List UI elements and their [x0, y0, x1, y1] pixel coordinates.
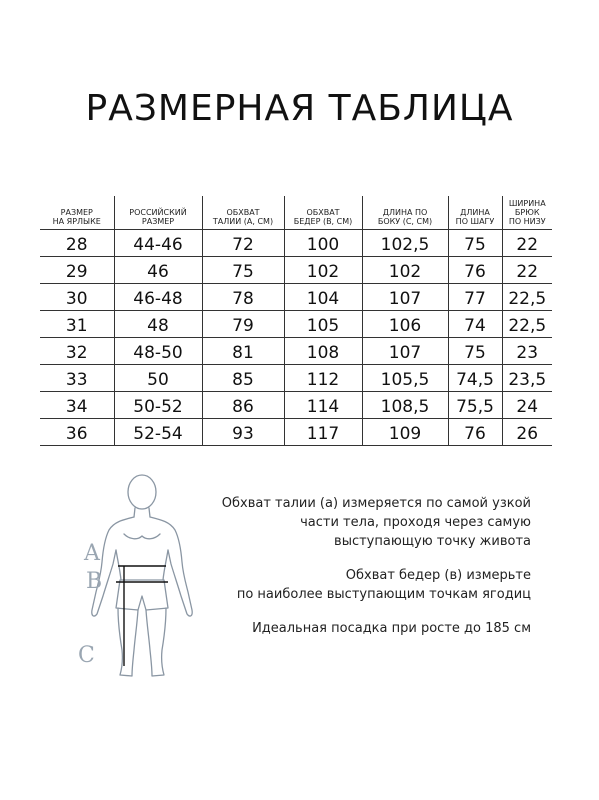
table-cell: 22,5 — [502, 284, 552, 311]
table-cell: 48 — [114, 311, 202, 338]
table-cell: 23 — [502, 338, 552, 365]
table-cell: 30 — [40, 284, 114, 311]
table-body — [40, 230, 552, 446]
table-cell: 34 — [40, 392, 114, 419]
table-cell: 22,5 — [502, 311, 552, 338]
table-cell: 74 — [448, 311, 502, 338]
label-b: B — [86, 569, 103, 594]
table-cell: 44-46 — [114, 230, 202, 257]
table-cell: 50-52 — [114, 392, 202, 419]
table-cell: 75 — [202, 257, 284, 284]
table-cell: 108,5 — [362, 392, 448, 419]
table-cell: 24 — [502, 392, 552, 419]
table-cell: 112 — [284, 365, 362, 392]
table-cell: 109 — [362, 419, 448, 446]
label-a: A — [84, 541, 100, 566]
table-cell: 93 — [202, 419, 284, 446]
column-header: ШИРИНА БРЮК ПО НИЗУ — [502, 196, 552, 230]
table-cell: 79 — [202, 311, 284, 338]
table-cell: 46-48 — [114, 284, 202, 311]
table-cell: 86 — [202, 392, 284, 419]
page-title: РАЗМЕРНАЯ ТАБЛИЦА — [85, 88, 514, 129]
table-row — [40, 392, 552, 419]
table-cell: 108 — [284, 338, 362, 365]
table-cell: 29 — [40, 257, 114, 284]
hips-note: Обхват бедер (в) измерьте по наиболее выступающим точкам ягодиц — [236, 568, 531, 602]
table-cell: 105,5 — [362, 365, 448, 392]
table-cell: 23,5 — [502, 365, 552, 392]
table-cell: 100 — [284, 230, 362, 257]
table-cell: 74,5 — [448, 365, 502, 392]
table-cell: 85 — [202, 365, 284, 392]
table-cell: 28 — [40, 230, 114, 257]
waist-note: Обхват талии (а) измеряется по самой узкой части тела, проходя через самую выступающую точку живота — [221, 496, 531, 549]
column-header: ДЛИНА ПО ШАГУ — [448, 196, 502, 230]
measurement-notes — [171, 494, 531, 653]
table-cell: 48-50 — [114, 338, 202, 365]
table-cell: 52-54 — [114, 419, 202, 446]
column-header: ДЛИНА ПО БОКУ (С, СМ) — [362, 196, 448, 230]
table-row — [40, 257, 552, 284]
table-cell: 76 — [448, 257, 502, 284]
table-cell: 72 — [202, 230, 284, 257]
table-cell: 81 — [202, 338, 284, 365]
table-header-row — [40, 196, 552, 230]
table-cell: 32 — [40, 338, 114, 365]
table-cell: 50 — [114, 365, 202, 392]
label-c: C — [78, 643, 95, 668]
table-cell: 75 — [448, 338, 502, 365]
table-cell: 107 — [362, 284, 448, 311]
size-table — [40, 196, 552, 446]
table-row — [40, 419, 552, 446]
table-row — [40, 230, 552, 257]
table-cell: 78 — [202, 284, 284, 311]
table-row — [40, 365, 552, 392]
table-cell: 77 — [448, 284, 502, 311]
table-cell: 104 — [284, 284, 362, 311]
table-cell: 107 — [362, 338, 448, 365]
table-row — [40, 311, 552, 338]
table-cell: 36 — [40, 419, 114, 446]
table-cell: 102 — [362, 257, 448, 284]
table-row — [40, 338, 552, 365]
table-cell: 102,5 — [362, 230, 448, 257]
table-cell: 114 — [284, 392, 362, 419]
column-header: ОБХВАТ ТАЛИИ (А, СМ) — [202, 196, 284, 230]
table-cell: 76 — [448, 419, 502, 446]
table-cell: 102 — [284, 257, 362, 284]
table-cell: 106 — [362, 311, 448, 338]
column-header: РОССИЙСКИЙ РАЗМЕР — [114, 196, 202, 230]
table-cell: 75,5 — [448, 392, 502, 419]
table-row — [40, 284, 552, 311]
column-header: РАЗМЕР НА ЯРЛЫКЕ — [40, 196, 114, 230]
table-cell: 22 — [502, 230, 552, 257]
table-cell: 105 — [284, 311, 362, 338]
table-cell: 31 — [40, 311, 114, 338]
column-header: ОБХВАТ БЕДЕР (В, СМ) — [284, 196, 362, 230]
table-cell: 117 — [284, 419, 362, 446]
table-cell: 46 — [114, 257, 202, 284]
table-cell: 75 — [448, 230, 502, 257]
fit-note: Идеальная посадка при росте до 185 см — [252, 621, 531, 636]
table-cell: 33 — [40, 365, 114, 392]
table-cell: 22 — [502, 257, 552, 284]
table-cell: 26 — [502, 419, 552, 446]
